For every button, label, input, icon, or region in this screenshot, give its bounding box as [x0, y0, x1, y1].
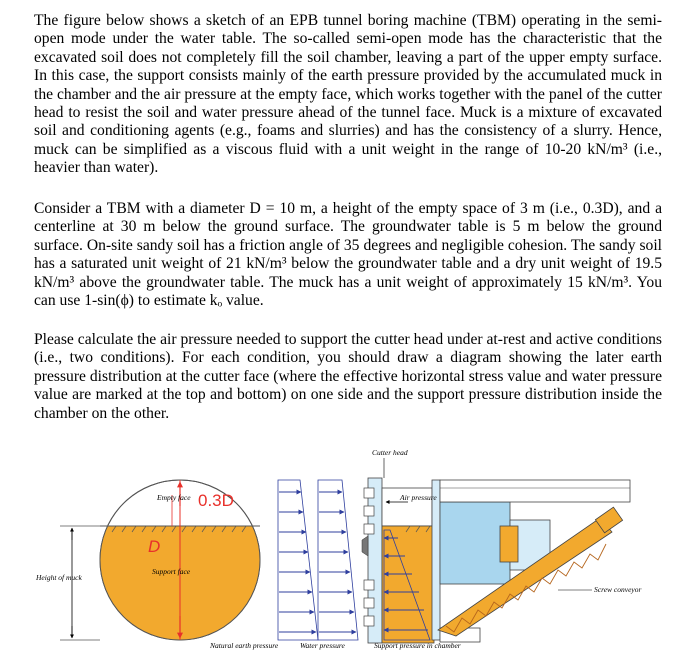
- height-of-muck-label: Height of muck: [36, 573, 82, 582]
- water-pressure-diagram: [318, 480, 358, 640]
- air-pressure-label: Air pressure: [400, 493, 437, 502]
- cutter-head-label: Cutter head: [372, 448, 408, 457]
- tunnel-cross-section: [100, 480, 260, 646]
- support-pressure-label: Support pressure in chamber: [374, 641, 461, 650]
- problem-paragraph-1: The figure below shows a sketch of an EPB tunnel boring machine (TBM) operating in the semi-open mode under the water table. The so-called semi-open mode has the characteristic that the excavated soil does not completely fill the soil chamber, leaving a part of the upper empty surface. In this case, the support consists mainly of the earth pressure provided by the accumulated muck in the chamber and the air pressure at the empty face, which works together with the panel of the cutter head to resist the soil and water pressure ahead of the tunnel face. Muck is a mixture of excavated soil and conditioning agents (e.g., foams and slurries) and has the consistency of a slurry. Hence, muck can be simplified as a viscous fluid with a unit weight in the range of 10-20 kN/m³ (i.e., heavier than water).: [34, 12, 662, 177]
- soil-chamber: [382, 480, 440, 643]
- problem-paragraph-3: Please calculate the air pressure needed to support the cutter head under at-rest and active conditions (i.e., two conditions). For each condition, you should draw a diagram showing the later earth pressure distribution at the cutter face (where the effective horizontal stress value and water pressure value are marked at the top and bottom) on one side and the support pressure distribution inside the chamber on the other.: [34, 331, 662, 422]
- natural-earth-pressure-label: Natural earth pressure: [210, 641, 279, 650]
- diameter-label: D: [148, 537, 161, 556]
- empty-face-label: Empty face: [157, 493, 191, 502]
- tbm-figure: [0, 440, 698, 658]
- support-face-label: Support face: [152, 567, 191, 576]
- natural-earth-pressure-diagram: [278, 480, 318, 640]
- problem-paragraph-2: Consider a TBM with a diameter D = 10 m, a height of the empty space of 3 m (i.e., 0.3D), and a centerline at 30 m below the ground surface. The groundwater table is 5 m below the ground surface. On-site sandy soil has a friction angle of 35 degrees and negligible cohesion. The sandy soil has a saturated unit weight of 21 kN/m³ below the groundwater table and a dry unit weight of 19.5 kN/m³ above the groundwater table. The muck has a unit weight of approximately 15 kN/m³. You can use 1-sin(ϕ) to estimate kₒ value.: [34, 200, 662, 310]
- height-of-muck-dimension: [35, 526, 100, 640]
- empty-ratio-label: 0.3D: [198, 491, 234, 510]
- screw-conveyor-label: Screw conveyor: [594, 585, 642, 594]
- chamber-muck: [382, 526, 434, 643]
- water-pressure-label: Water pressure: [300, 641, 345, 650]
